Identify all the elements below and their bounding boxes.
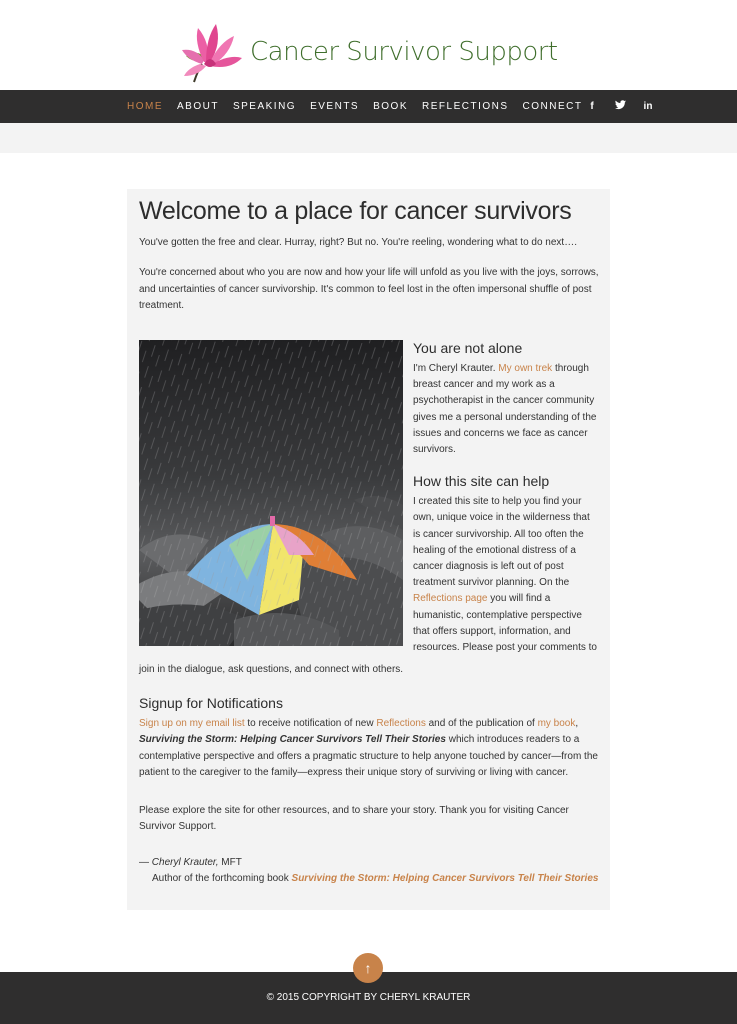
help-paragraph-continued: join in the dialogue, ask questions, and connect with others. bbox=[139, 664, 404, 675]
nav-item-about[interactable]: ABOUT bbox=[177, 101, 219, 112]
alone-text-start: I'm Cheryl Krauter. bbox=[413, 363, 499, 374]
page-title: Welcome to a place for cancer survivors bbox=[139, 197, 572, 225]
my-book-link[interactable]: my book bbox=[537, 718, 576, 729]
signature-line bbox=[139, 855, 609, 871]
site-header bbox=[0, 0, 737, 90]
reflections-page-link[interactable]: Reflections page bbox=[413, 593, 488, 605]
nav-item-book[interactable]: BOOK bbox=[373, 101, 409, 112]
help-text-start: I created this site to help you find your own, unique voice in the wilderness that is cancer survivorship. All too often the healing of the emotional distress of a cancer diagnosis is left out of post treatment survivor planning. On the bbox=[413, 496, 590, 589]
help-text-end: you will find a humanistic, contemplative perspective that offers support, information, and resources. Please post your comments to bbox=[413, 593, 597, 654]
nav-item-connect[interactable]: CONNECT bbox=[522, 101, 583, 112]
site-title[interactable]: Cancer Survivor Support bbox=[250, 37, 558, 67]
twitter-icon[interactable] bbox=[612, 100, 628, 114]
intro-paragraph-2: You're concerned about who you are now and how your life will unfold as you live with the joys, sorrows, and uncertainties of cancer survivorship. It's common to feel lost in the often impersonal shuffle of post treatment. bbox=[139, 267, 599, 311]
main-nav bbox=[0, 90, 737, 123]
book-title: Surviving the Storm: Helping Cancer Survivors Tell Their Stories bbox=[139, 734, 446, 746]
signup-text-1: to receive notification of new bbox=[244, 718, 377, 729]
nav-item-home[interactable]: HOME bbox=[127, 101, 163, 112]
content-card bbox=[127, 189, 610, 910]
forthcoming-book-link[interactable]: Surviving the Storm: Helping Cancer Survivors Tell Their Stories bbox=[291, 873, 599, 885]
social-links bbox=[578, 90, 662, 123]
arrow-up-icon: ↑ bbox=[364, 960, 372, 976]
signup-heading: Signup for Notifications bbox=[139, 695, 283, 711]
help-paragraph bbox=[413, 494, 599, 656]
umbrella-rain-image bbox=[139, 340, 403, 646]
my-own-trek-link[interactable]: My own trek bbox=[498, 363, 553, 374]
signature-dash: — bbox=[139, 857, 152, 868]
sidebar-text bbox=[413, 340, 599, 656]
lotus-icon bbox=[180, 20, 246, 84]
author-prefix: Author of the forthcoming book bbox=[152, 873, 292, 885]
help-heading: How this site can help bbox=[413, 473, 550, 490]
signup-paragraph bbox=[139, 716, 599, 781]
explore-paragraph: Please explore the site for other resources, and to share your story. Thank you for visiting Cancer Survivor Support. bbox=[139, 805, 569, 833]
copyright-text: © 2015 COPYRIGHT BY CHERYL KRAUTER bbox=[266, 992, 471, 1003]
header-band bbox=[0, 123, 737, 153]
site-logo[interactable] bbox=[180, 20, 558, 84]
reflections-link[interactable]: Reflections bbox=[376, 718, 426, 729]
back-to-top-button[interactable] bbox=[353, 953, 383, 983]
nav-item-reflections[interactable]: REFLECTIONS bbox=[422, 101, 509, 112]
linkedin-icon[interactable]: in bbox=[643, 100, 653, 112]
signature-credential: MFT bbox=[218, 857, 242, 868]
twitter-bird-glyph bbox=[615, 100, 626, 110]
nav-menu bbox=[120, 90, 589, 123]
alone-heading: You are not alone bbox=[413, 340, 523, 356]
nav-item-events[interactable]: EVENTS bbox=[310, 101, 360, 112]
signup-text-4: which introduces readers to a contemplative perspective and offers a pragmatic structure to help anyone touched by cancer—from the patient to the caregiver to the family—express their unique story of surviving or living with cancer. bbox=[139, 734, 598, 778]
signup-text-3: , bbox=[575, 718, 579, 729]
signup-text-2: and of the publication of bbox=[425, 718, 538, 729]
signup-section bbox=[139, 695, 599, 781]
signature-name: Cheryl Krauter, bbox=[151, 857, 219, 868]
alone-text-end: through breast cancer and my work as a psychotherapist in the cancer community gives me a personal understanding of the issues and concerns we face as cancer survivors. bbox=[413, 363, 597, 456]
signature bbox=[139, 855, 609, 888]
nav-item-speaking[interactable]: SPEAKING bbox=[232, 101, 297, 112]
author-line bbox=[139, 871, 609, 887]
alone-paragraph bbox=[413, 361, 599, 458]
intro-paragraph-1: You've gotten the free and clear. Hurray, right? But no. You're reeling, wondering what to do next…. bbox=[139, 237, 577, 248]
email-list-link[interactable]: Sign up on my email list bbox=[139, 718, 245, 729]
content-inner bbox=[139, 197, 599, 885]
facebook-icon[interactable]: f bbox=[590, 100, 594, 112]
